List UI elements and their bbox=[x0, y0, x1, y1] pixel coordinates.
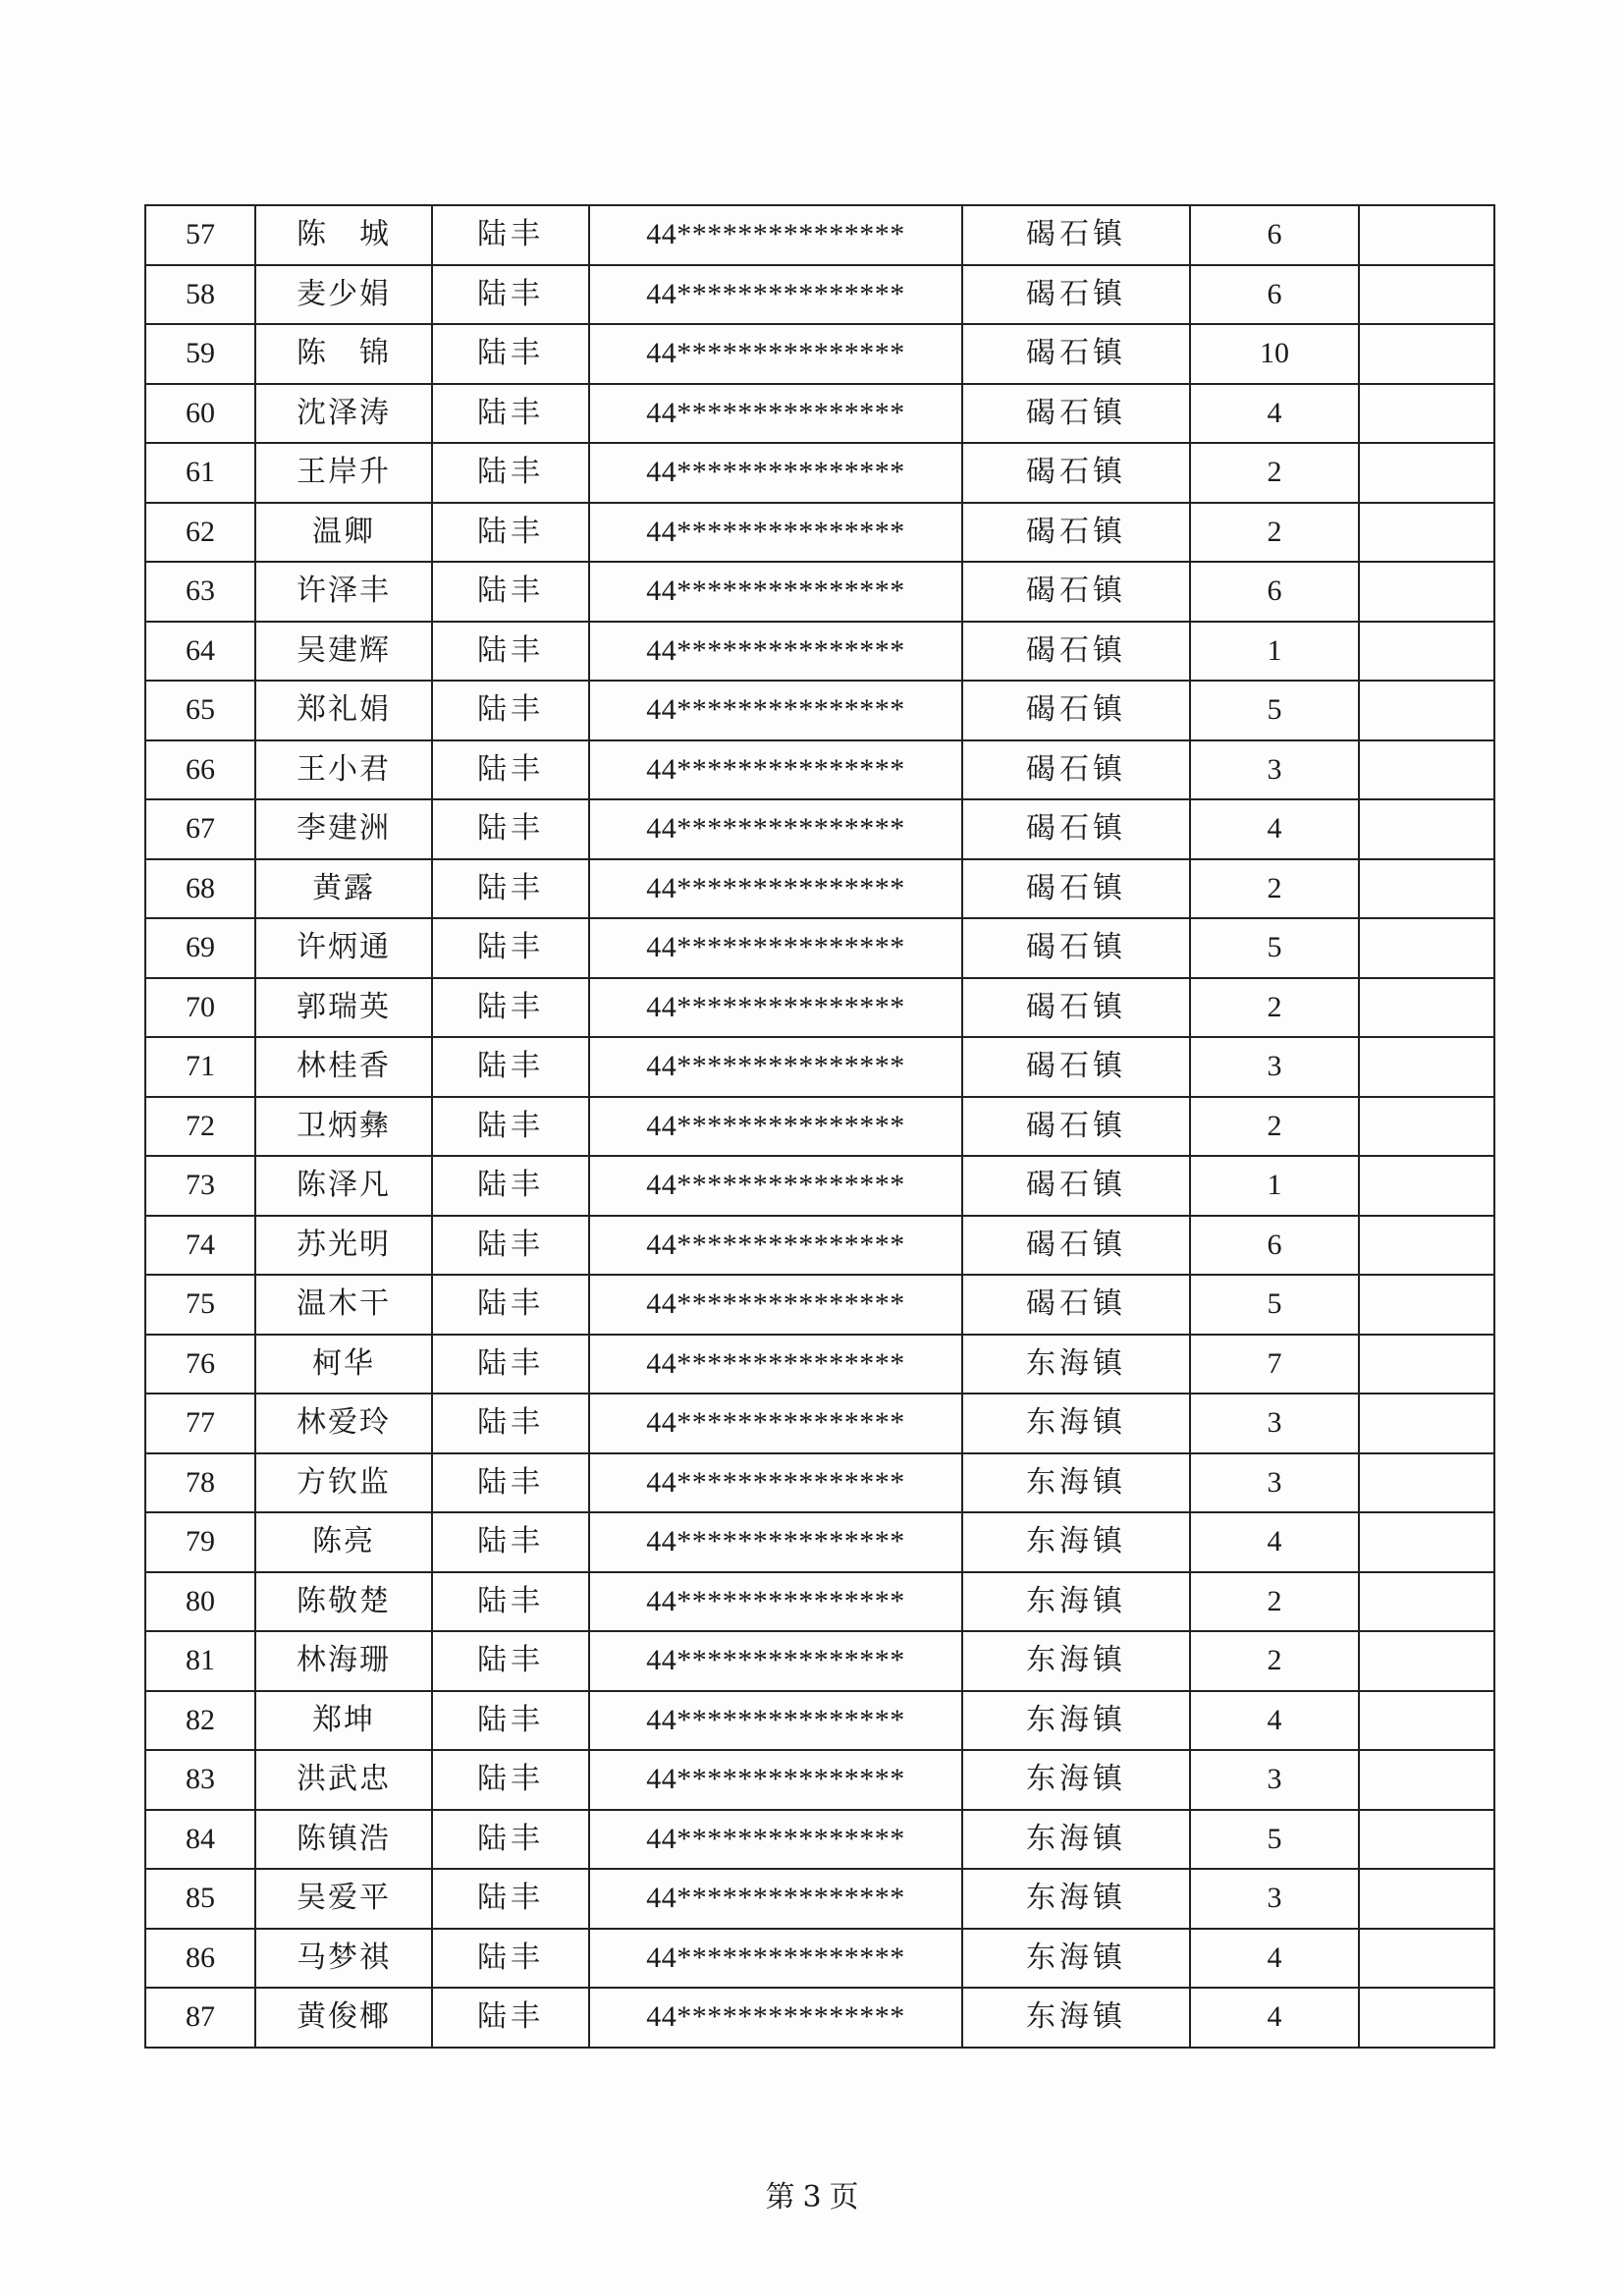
empty-remark-cell bbox=[1359, 1453, 1494, 1513]
row-number-cell: 73 bbox=[145, 1156, 255, 1216]
row-number-cell: 70 bbox=[145, 978, 255, 1038]
row-number-cell: 72 bbox=[145, 1097, 255, 1157]
table-row bbox=[145, 384, 1494, 444]
person-name-cell: 吴爱平 bbox=[255, 1869, 432, 1929]
empty-remark-cell bbox=[1359, 503, 1494, 563]
empty-remark-cell bbox=[1359, 740, 1494, 800]
household-count-cell: 2 bbox=[1190, 978, 1359, 1038]
masked-id-number-cell: 44*************** bbox=[589, 384, 962, 444]
household-count-cell: 3 bbox=[1190, 740, 1359, 800]
empty-remark-cell bbox=[1359, 205, 1494, 265]
town-name-cell: 碣石镇 bbox=[962, 740, 1190, 800]
town-name-cell: 东海镇 bbox=[962, 1335, 1190, 1394]
masked-id-number-cell: 44*************** bbox=[589, 1750, 962, 1810]
person-name-cell: 林爱玲 bbox=[255, 1394, 432, 1453]
city-name-cell: 陆丰 bbox=[432, 1869, 589, 1929]
town-name-cell: 碣石镇 bbox=[962, 1275, 1190, 1335]
household-count-cell: 6 bbox=[1190, 1216, 1359, 1276]
household-count-cell: 4 bbox=[1190, 1988, 1359, 2048]
table-row bbox=[145, 503, 1494, 563]
household-count-cell: 2 bbox=[1190, 443, 1359, 503]
town-name-cell: 碣石镇 bbox=[962, 622, 1190, 682]
town-name-cell: 碣石镇 bbox=[962, 1037, 1190, 1097]
masked-id-number-cell: 44*************** bbox=[589, 978, 962, 1038]
table-row bbox=[145, 1453, 1494, 1513]
masked-id-number-cell: 44*************** bbox=[589, 681, 962, 740]
city-name-cell: 陆丰 bbox=[432, 918, 589, 978]
table-row bbox=[145, 1394, 1494, 1453]
town-name-cell: 东海镇 bbox=[962, 1988, 1190, 2048]
masked-id-number-cell: 44*************** bbox=[589, 1275, 962, 1335]
table-row bbox=[145, 1691, 1494, 1751]
town-name-cell: 东海镇 bbox=[962, 1869, 1190, 1929]
city-name-cell: 陆丰 bbox=[432, 205, 589, 265]
person-name-cell: 许炳通 bbox=[255, 918, 432, 978]
household-count-cell: 3 bbox=[1190, 1869, 1359, 1929]
town-name-cell: 碣石镇 bbox=[962, 503, 1190, 563]
masked-id-number-cell: 44*************** bbox=[589, 1512, 962, 1572]
row-number-cell: 69 bbox=[145, 918, 255, 978]
empty-remark-cell bbox=[1359, 1691, 1494, 1751]
town-name-cell: 东海镇 bbox=[962, 1453, 1190, 1513]
city-name-cell: 陆丰 bbox=[432, 799, 589, 859]
person-name-cell: 林海珊 bbox=[255, 1631, 432, 1691]
person-name-cell: 苏光明 bbox=[255, 1216, 432, 1276]
empty-remark-cell bbox=[1359, 978, 1494, 1038]
person-name-cell: 李建洲 bbox=[255, 799, 432, 859]
town-name-cell: 东海镇 bbox=[962, 1810, 1190, 1870]
household-count-cell: 1 bbox=[1190, 1156, 1359, 1216]
person-name-cell: 陈亮 bbox=[255, 1512, 432, 1572]
person-name-cell: 温卿 bbox=[255, 503, 432, 563]
empty-remark-cell bbox=[1359, 384, 1494, 444]
table-row bbox=[145, 799, 1494, 859]
empty-remark-cell bbox=[1359, 324, 1494, 384]
masked-id-number-cell: 44*************** bbox=[589, 1691, 962, 1751]
masked-id-number-cell: 44*************** bbox=[589, 1453, 962, 1513]
empty-remark-cell bbox=[1359, 562, 1494, 622]
person-name-cell: 陈 锦 bbox=[255, 324, 432, 384]
town-name-cell: 碣石镇 bbox=[962, 978, 1190, 1038]
empty-remark-cell bbox=[1359, 1572, 1494, 1632]
row-number-cell: 71 bbox=[145, 1037, 255, 1097]
city-name-cell: 陆丰 bbox=[432, 1097, 589, 1157]
household-count-cell: 4 bbox=[1190, 384, 1359, 444]
town-name-cell: 碣石镇 bbox=[962, 681, 1190, 740]
page-footer bbox=[0, 2172, 1624, 2215]
household-count-cell: 7 bbox=[1190, 1335, 1359, 1394]
row-number-cell: 65 bbox=[145, 681, 255, 740]
row-number-cell: 86 bbox=[145, 1929, 255, 1989]
household-count-cell: 5 bbox=[1190, 1810, 1359, 1870]
masked-id-number-cell: 44*************** bbox=[589, 324, 962, 384]
table-row bbox=[145, 978, 1494, 1038]
table-row bbox=[145, 1810, 1494, 1870]
town-name-cell: 碣石镇 bbox=[962, 859, 1190, 919]
row-number-cell: 59 bbox=[145, 324, 255, 384]
household-count-cell: 4 bbox=[1190, 1691, 1359, 1751]
household-count-cell: 5 bbox=[1190, 681, 1359, 740]
household-count-cell: 6 bbox=[1190, 205, 1359, 265]
table-row bbox=[145, 1988, 1494, 2048]
person-name-cell: 王小君 bbox=[255, 740, 432, 800]
row-number-cell: 60 bbox=[145, 384, 255, 444]
row-number-cell: 67 bbox=[145, 799, 255, 859]
table-row bbox=[145, 1335, 1494, 1394]
city-name-cell: 陆丰 bbox=[432, 681, 589, 740]
table-row bbox=[145, 205, 1494, 265]
city-name-cell: 陆丰 bbox=[432, 1631, 589, 1691]
town-name-cell: 碣石镇 bbox=[962, 384, 1190, 444]
person-name-cell: 陈 城 bbox=[255, 205, 432, 265]
household-count-cell: 6 bbox=[1190, 562, 1359, 622]
city-name-cell: 陆丰 bbox=[432, 1988, 589, 2048]
town-name-cell: 东海镇 bbox=[962, 1572, 1190, 1632]
city-name-cell: 陆丰 bbox=[432, 503, 589, 563]
roster-table-body bbox=[145, 205, 1494, 2048]
masked-id-number-cell: 44*************** bbox=[589, 1869, 962, 1929]
empty-remark-cell bbox=[1359, 1156, 1494, 1216]
city-name-cell: 陆丰 bbox=[432, 1394, 589, 1453]
masked-id-number-cell: 44*************** bbox=[589, 1156, 962, 1216]
row-number-cell: 68 bbox=[145, 859, 255, 919]
person-name-cell: 陈镇浩 bbox=[255, 1810, 432, 1870]
city-name-cell: 陆丰 bbox=[432, 1275, 589, 1335]
city-name-cell: 陆丰 bbox=[432, 384, 589, 444]
table-row bbox=[145, 1572, 1494, 1632]
row-number-cell: 75 bbox=[145, 1275, 255, 1335]
masked-id-number-cell: 44*************** bbox=[589, 859, 962, 919]
empty-remark-cell bbox=[1359, 1275, 1494, 1335]
masked-id-number-cell: 44*************** bbox=[589, 562, 962, 622]
page-footer-prefix: 第 bbox=[765, 2180, 795, 2214]
empty-remark-cell bbox=[1359, 1512, 1494, 1572]
row-number-cell: 87 bbox=[145, 1988, 255, 2048]
household-count-cell: 4 bbox=[1190, 1512, 1359, 1572]
household-count-cell: 5 bbox=[1190, 918, 1359, 978]
empty-remark-cell bbox=[1359, 1929, 1494, 1989]
masked-id-number-cell: 44*************** bbox=[589, 1572, 962, 1632]
household-count-cell: 2 bbox=[1190, 1631, 1359, 1691]
masked-id-number-cell: 44*************** bbox=[589, 1335, 962, 1394]
town-name-cell: 东海镇 bbox=[962, 1512, 1190, 1572]
masked-id-number-cell: 44*************** bbox=[589, 265, 962, 325]
town-name-cell: 东海镇 bbox=[962, 1750, 1190, 1810]
roster-table bbox=[144, 204, 1495, 2049]
empty-remark-cell bbox=[1359, 1097, 1494, 1157]
person-name-cell: 郭瑞英 bbox=[255, 978, 432, 1038]
city-name-cell: 陆丰 bbox=[432, 859, 589, 919]
city-name-cell: 陆丰 bbox=[432, 1750, 589, 1810]
table-row bbox=[145, 918, 1494, 978]
empty-remark-cell bbox=[1359, 681, 1494, 740]
town-name-cell: 碣石镇 bbox=[962, 1156, 1190, 1216]
table-row bbox=[145, 265, 1494, 325]
empty-remark-cell bbox=[1359, 1810, 1494, 1870]
masked-id-number-cell: 44*************** bbox=[589, 205, 962, 265]
table-row bbox=[145, 1929, 1494, 1989]
household-count-cell: 2 bbox=[1190, 1572, 1359, 1632]
row-number-cell: 81 bbox=[145, 1631, 255, 1691]
table-row bbox=[145, 443, 1494, 503]
masked-id-number-cell: 44*************** bbox=[589, 1810, 962, 1870]
city-name-cell: 陆丰 bbox=[432, 1929, 589, 1989]
row-number-cell: 61 bbox=[145, 443, 255, 503]
city-name-cell: 陆丰 bbox=[432, 1691, 589, 1751]
person-name-cell: 卫炳彝 bbox=[255, 1097, 432, 1157]
household-count-cell: 3 bbox=[1190, 1037, 1359, 1097]
row-number-cell: 85 bbox=[145, 1869, 255, 1929]
household-count-cell: 3 bbox=[1190, 1750, 1359, 1810]
city-name-cell: 陆丰 bbox=[432, 1156, 589, 1216]
person-name-cell: 陈敬楚 bbox=[255, 1572, 432, 1632]
table-row bbox=[145, 1512, 1494, 1572]
row-number-cell: 76 bbox=[145, 1335, 255, 1394]
household-count-cell: 4 bbox=[1190, 1929, 1359, 1989]
table-row bbox=[145, 1750, 1494, 1810]
household-count-cell: 2 bbox=[1190, 503, 1359, 563]
table-row bbox=[145, 1037, 1494, 1097]
table-row bbox=[145, 1275, 1494, 1335]
person-name-cell: 郑坤 bbox=[255, 1691, 432, 1751]
city-name-cell: 陆丰 bbox=[432, 1335, 589, 1394]
empty-remark-cell bbox=[1359, 1037, 1494, 1097]
row-number-cell: 57 bbox=[145, 205, 255, 265]
row-number-cell: 77 bbox=[145, 1394, 255, 1453]
table-row bbox=[145, 622, 1494, 682]
masked-id-number-cell: 44*************** bbox=[589, 1394, 962, 1453]
person-name-cell: 王岸升 bbox=[255, 443, 432, 503]
empty-remark-cell bbox=[1359, 265, 1494, 325]
town-name-cell: 东海镇 bbox=[962, 1631, 1190, 1691]
empty-remark-cell bbox=[1359, 1335, 1494, 1394]
empty-remark-cell bbox=[1359, 1216, 1494, 1276]
empty-remark-cell bbox=[1359, 622, 1494, 682]
town-name-cell: 碣石镇 bbox=[962, 1097, 1190, 1157]
row-number-cell: 74 bbox=[145, 1216, 255, 1276]
person-name-cell: 温木干 bbox=[255, 1275, 432, 1335]
city-name-cell: 陆丰 bbox=[432, 324, 589, 384]
table-row bbox=[145, 324, 1494, 384]
person-name-cell: 黄露 bbox=[255, 859, 432, 919]
row-number-cell: 58 bbox=[145, 265, 255, 325]
table-row bbox=[145, 1631, 1494, 1691]
empty-remark-cell bbox=[1359, 799, 1494, 859]
table-row bbox=[145, 1869, 1494, 1929]
masked-id-number-cell: 44*************** bbox=[589, 1929, 962, 1989]
household-count-cell: 10 bbox=[1190, 324, 1359, 384]
household-count-cell: 3 bbox=[1190, 1394, 1359, 1453]
row-number-cell: 63 bbox=[145, 562, 255, 622]
masked-id-number-cell: 44*************** bbox=[589, 1216, 962, 1276]
row-number-cell: 78 bbox=[145, 1453, 255, 1513]
person-name-cell: 吴建辉 bbox=[255, 622, 432, 682]
town-name-cell: 东海镇 bbox=[962, 1394, 1190, 1453]
person-name-cell: 柯华 bbox=[255, 1335, 432, 1394]
household-count-cell: 1 bbox=[1190, 622, 1359, 682]
person-name-cell: 沈泽涛 bbox=[255, 384, 432, 444]
town-name-cell: 东海镇 bbox=[962, 1691, 1190, 1751]
masked-id-number-cell: 44*************** bbox=[589, 1631, 962, 1691]
row-number-cell: 66 bbox=[145, 740, 255, 800]
table-row bbox=[145, 1156, 1494, 1216]
empty-remark-cell bbox=[1359, 1988, 1494, 2048]
row-number-cell: 79 bbox=[145, 1512, 255, 1572]
town-name-cell: 碣石镇 bbox=[962, 562, 1190, 622]
row-number-cell: 80 bbox=[145, 1572, 255, 1632]
city-name-cell: 陆丰 bbox=[432, 1216, 589, 1276]
city-name-cell: 陆丰 bbox=[432, 265, 589, 325]
city-name-cell: 陆丰 bbox=[432, 1512, 589, 1572]
city-name-cell: 陆丰 bbox=[432, 622, 589, 682]
city-name-cell: 陆丰 bbox=[432, 562, 589, 622]
town-name-cell: 碣石镇 bbox=[962, 205, 1190, 265]
city-name-cell: 陆丰 bbox=[432, 978, 589, 1038]
row-number-cell: 84 bbox=[145, 1810, 255, 1870]
town-name-cell: 东海镇 bbox=[962, 1929, 1190, 1989]
town-name-cell: 碣石镇 bbox=[962, 918, 1190, 978]
household-count-cell: 4 bbox=[1190, 799, 1359, 859]
city-name-cell: 陆丰 bbox=[432, 1037, 589, 1097]
town-name-cell: 碣石镇 bbox=[962, 443, 1190, 503]
city-name-cell: 陆丰 bbox=[432, 1572, 589, 1632]
person-name-cell: 方钦监 bbox=[255, 1453, 432, 1513]
household-count-cell: 6 bbox=[1190, 265, 1359, 325]
town-name-cell: 碣石镇 bbox=[962, 799, 1190, 859]
empty-remark-cell bbox=[1359, 1394, 1494, 1453]
table-row bbox=[145, 681, 1494, 740]
city-name-cell: 陆丰 bbox=[432, 443, 589, 503]
person-name-cell: 郑礼娟 bbox=[255, 681, 432, 740]
town-name-cell: 碣石镇 bbox=[962, 324, 1190, 384]
household-count-cell: 2 bbox=[1190, 1097, 1359, 1157]
row-number-cell: 82 bbox=[145, 1691, 255, 1751]
table-row bbox=[145, 1097, 1494, 1157]
person-name-cell: 麦少娟 bbox=[255, 265, 432, 325]
person-name-cell: 林桂香 bbox=[255, 1037, 432, 1097]
masked-id-number-cell: 44*************** bbox=[589, 503, 962, 563]
masked-id-number-cell: 44*************** bbox=[589, 1097, 962, 1157]
town-name-cell: 碣石镇 bbox=[962, 265, 1190, 325]
masked-id-number-cell: 44*************** bbox=[589, 740, 962, 800]
person-name-cell: 黄俊椰 bbox=[255, 1988, 432, 2048]
masked-id-number-cell: 44*************** bbox=[589, 799, 962, 859]
person-name-cell: 马梦祺 bbox=[255, 1929, 432, 1989]
table-row bbox=[145, 859, 1494, 919]
town-name-cell: 碣石镇 bbox=[962, 1216, 1190, 1276]
person-name-cell: 陈泽凡 bbox=[255, 1156, 432, 1216]
row-number-cell: 83 bbox=[145, 1750, 255, 1810]
row-number-cell: 64 bbox=[145, 622, 255, 682]
masked-id-number-cell: 44*************** bbox=[589, 918, 962, 978]
empty-remark-cell bbox=[1359, 918, 1494, 978]
empty-remark-cell bbox=[1359, 443, 1494, 503]
household-count-cell: 5 bbox=[1190, 1275, 1359, 1335]
empty-remark-cell bbox=[1359, 1750, 1494, 1810]
masked-id-number-cell: 44*************** bbox=[589, 1037, 962, 1097]
empty-remark-cell bbox=[1359, 1869, 1494, 1929]
masked-id-number-cell: 44*************** bbox=[589, 443, 962, 503]
person-name-cell: 许泽丰 bbox=[255, 562, 432, 622]
household-count-cell: 2 bbox=[1190, 859, 1359, 919]
masked-id-number-cell: 44*************** bbox=[589, 622, 962, 682]
page-footer-suffix: 页 bbox=[829, 2180, 859, 2214]
city-name-cell: 陆丰 bbox=[432, 1453, 589, 1513]
page-number: 3 bbox=[802, 2180, 822, 2214]
table-row bbox=[145, 1216, 1494, 1276]
household-count-cell: 3 bbox=[1190, 1453, 1359, 1513]
empty-remark-cell bbox=[1359, 859, 1494, 919]
person-name-cell: 洪武忠 bbox=[255, 1750, 432, 1810]
empty-remark-cell bbox=[1359, 1631, 1494, 1691]
row-number-cell: 62 bbox=[145, 503, 255, 563]
table-row bbox=[145, 740, 1494, 800]
masked-id-number-cell: 44*************** bbox=[589, 1988, 962, 2048]
table-row bbox=[145, 562, 1494, 622]
city-name-cell: 陆丰 bbox=[432, 1810, 589, 1870]
city-name-cell: 陆丰 bbox=[432, 740, 589, 800]
